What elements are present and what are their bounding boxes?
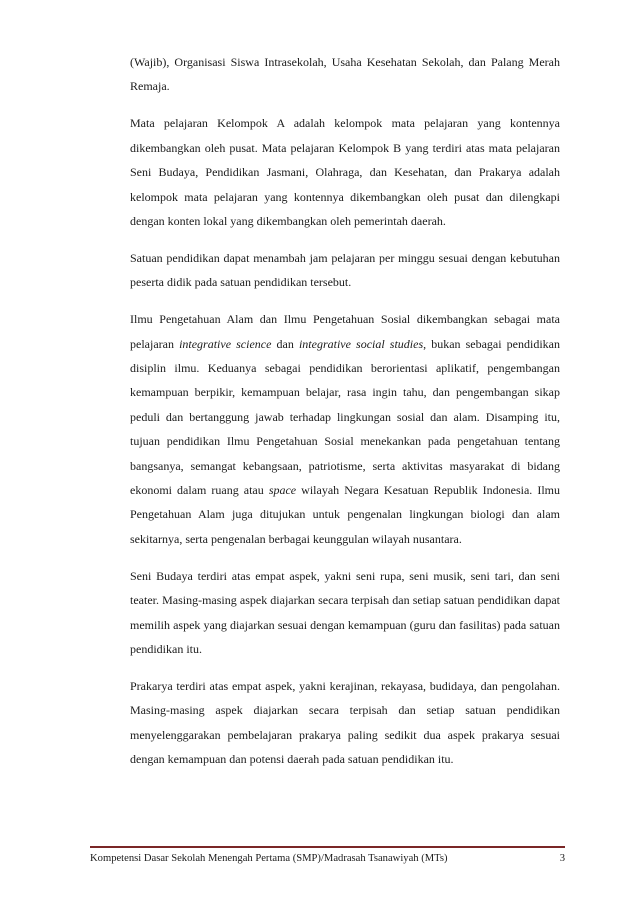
term-integrative-science: integrative science [179, 336, 272, 351]
footer-title: Kompetensi Dasar Sekolah Menengah Pertama (SMP)/Madrasah Tsanawiyah (MTs) [90, 853, 448, 864]
term-space: space [268, 483, 297, 497]
paragraph-prakarya: Prakarya terdiri atas empat aspek, yakni kerajinan, rekayasa, budidaya, dan pengolahan. Masing-masing aspek diajarkan secara terpisah dan setiap satuan pendidikan menyelenggarakan pembelajaran prakarya paling sedikit dua aspek prakarya sesuai dengan kemampuan dan potensi daerah pada satuan pendidikan itu. [130, 678, 560, 767]
document-body [130, 50, 560, 784]
paragraph-jam-pelajaran: Satuan pendidikan dapat menambah jam pelajaran per minggu sesuai dengan kebutuhan peserta didik pada satuan pendidikan tersebut. [130, 250, 560, 290]
paragraph-extracurricular: (Wajib), Organisasi Siswa Intrasekolah, Usaha Kesehatan Sekolah, dan Palang Merah Remaja. [130, 55, 560, 94]
page-footer [90, 853, 565, 864]
footer-divider [90, 846, 565, 848]
term-integrative-social-studies: integrative social studies [298, 336, 424, 351]
paragraph-ipa-ips: Ilmu Pengetahuan Alam dan Ilmu Pengetahuan Sosial dikembangkan sebagai mata pelajaran integrative science dan integrative social studies, bukan sebagai pendidikan disiplin ilmu. Keduanya sebagai pendidikan berorientasi aplikatif, pengembangan kemampuan berpikir, kemampuan belajar, rasa ingin tahu, dan pengembangan sikap peduli dan bertanggung jawab terhadap lingkungan sosial dan alam. Disamping itu, tujuan pendidikan Ilmu Pengetahuan Sosial menekankan pada pengetahuan tentang bangsanya, semangat kebangsaan, patriotisme, serta aktivitas masyarakat di bidang ekonomi dalam ruang atau space wilayah Negara Kesatuan Republik Indonesia. Ilmu Pengetahuan Alam juga ditujukan untuk pengenalan lingkungan biologi dan alam sekitarnya, serta pengenalan berbagai keunggulan wilayah nusantara. [130, 312, 561, 546]
paragraph-kelompok-a-b: Mata pelajaran Kelompok A adalah kelompok mata pelajaran yang kontennya dikembangkan oleh pusat. Mata pelajaran Kelompok B yang terdiri atas mata pelajaran Seni Budaya, Pendidikan Jasmani, Olahraga, dan Kesehatan, dan Prakarya adalah kelompok mata pelajaran yang kontennya dikembangkan oleh pusat dan dilengkapi dengan konten lokal yang dikembangkan oleh pemerintah daerah. [130, 116, 560, 228]
paragraph-seni-budaya: Seni Budaya terdiri atas empat aspek, yakni seni rupa, seni musik, seni tari, dan seni teater. Masing-masing aspek diajarkan secara terpisah dan setiap satuan pendidikan dapat memilih aspek yang diajarkan sesuai dengan kemampuan (guru dan fasilitas) pada satuan pendidikan itu. [130, 568, 560, 656]
page-number: 3 [559, 853, 565, 864]
